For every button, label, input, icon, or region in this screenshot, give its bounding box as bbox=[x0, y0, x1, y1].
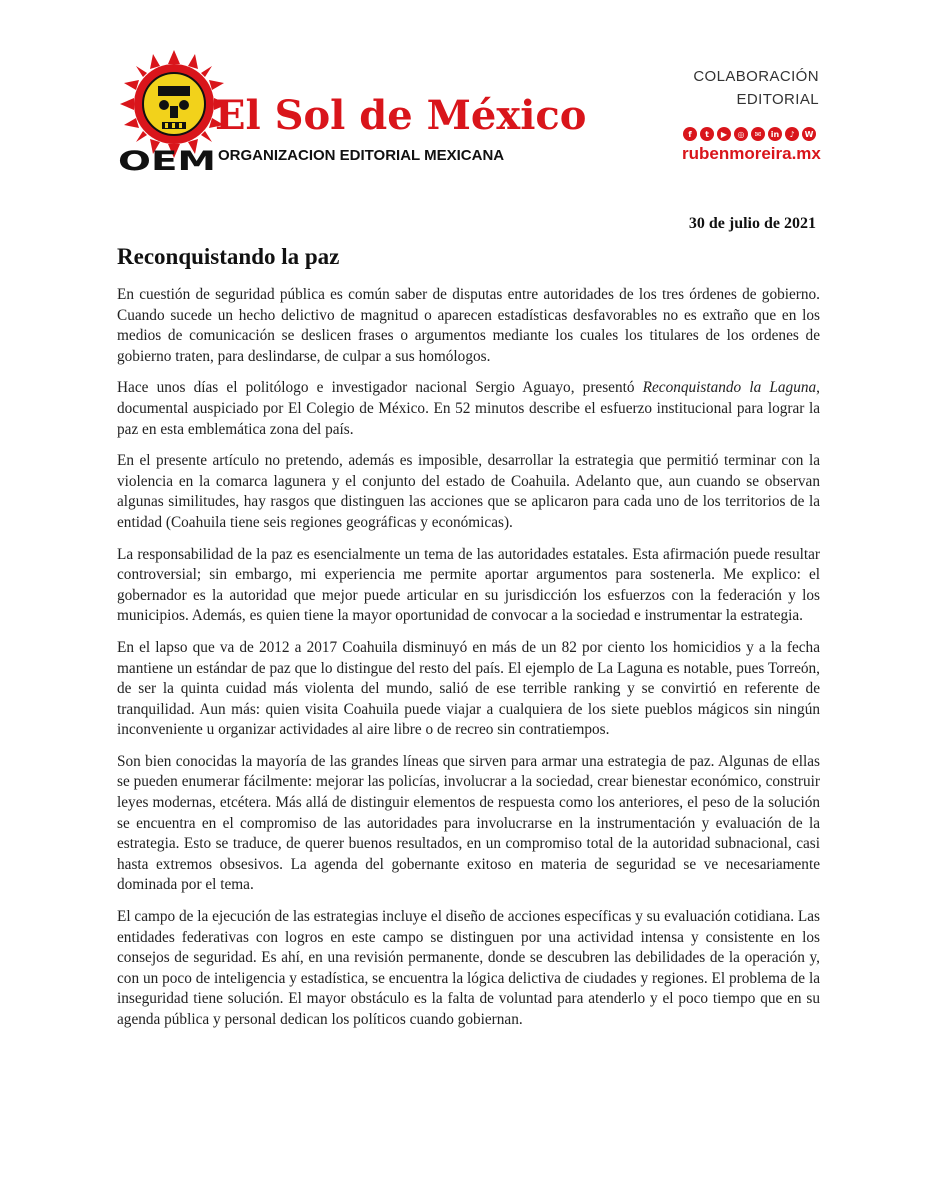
paragraph: En el lapso que va de 2012 a 2017 Coahuila disminuyó en más de un 82 por ciento los homicidios y a la fecha mantiene un estándar de paz que lo distingue del resto del país. El ejemplo de La Laguna es notable, pues Torreón, de ser la quinta cuidad más violenta del mundo, salió de ese terrible ranking y se convirtió en referente de tranquilidad. Aun más: quien visita Coahuila puede viajar a cualquiera de los siete pueblos mágicos sin ningún inconveniente u organizar actividades al aire libre o de recreo sin contratiempos. bbox=[117, 638, 820, 739]
section-label bbox=[693, 65, 819, 111]
paragraph-text: , documental auspiciado por El Colegio de México. En 52 minutos describe el esfuerzo institucional para lograr la paz en esta emblemática zona del país. bbox=[117, 379, 820, 438]
aztec-sun-logo-icon bbox=[120, 50, 228, 158]
website-label: rubenmoreira.mx bbox=[682, 144, 821, 163]
masthead-title: El Sol de México bbox=[215, 92, 587, 139]
paragraph: La responsabilidad de la paz es esencialmente un tema de las autoridades estatales. Esta afirmación puede resultar controversial; sin embargo, mi experiencia me permite aportar argumentos para sostenerla. Me explico: el gobernador es la autoridad que mejor puede articular en su jurisdicción los esfuerzos con la federación y los municipios. Además, es quien tiene la mayor oportunidad de convocar a la sociedad e instrumentar la estrategia. bbox=[117, 545, 820, 625]
paragraph bbox=[117, 378, 820, 440]
section-label-line2: EDITORIAL bbox=[736, 91, 819, 108]
web-icon: W bbox=[802, 127, 816, 141]
paragraph: Son bien conocidas la mayoría de las grandes líneas que sirven para armar una estrategia de paz. Algunas de ellas se pueden enumerar fácilmente: mejorar las policías, involucrar a la sociedad, crear bienestar económico, construir leyes modernas, etcétera. Más allá de distinguir elementos de respuesta como los anteriores, el peso de la solución se encuentra en el compromiso de las autoridades para involucrarse en la instrumentación y evaluación de la estrategia. Esto se traduce, de querer buenos resultados, en un compromiso total de la autoridad subnacional, casi hasta extremos obsesivos. La agenda del gobernante exitoso en materia de seguridad se ve necesariamente dominada por el tema. bbox=[117, 752, 820, 894]
documentary-title: Reconquistando la Laguna bbox=[642, 379, 817, 397]
youtube-icon: ▶ bbox=[717, 127, 731, 141]
article-date: 30 de julio de 2021 bbox=[688, 215, 816, 232]
twitter-icon: t bbox=[700, 127, 714, 141]
paragraph: En cuestión de seguridad pública es común saber de disputas entre autoridades de los tres órdenes de gobierno. Cuando sucede un hecho delictivo de magnitud o aparecen estadísticas desfavorables no es extraño que en los medios de comunicación se deslicen frases o argumentos mediante los cuales los titulares de los ordenes de gobierno traten, para deslindarse, de culpar a sus homólogos. bbox=[117, 286, 820, 365]
document-header bbox=[0, 0, 939, 200]
paragraph: En el presente artículo no pretendo, además es imposible, desarrollar la estrategia que permitió terminar con la violencia en la comarca lagunera y el conjunto del estado de Coahuila. Adelanto que, aun cuando se observan algunas similitudes, hay rasgos que distinguen las acciones que se aplicaron para cada uno de los territorios de la entidad (Coahuila tiene seis regiones geográficas y económicas). bbox=[117, 452, 820, 531]
instagram-icon: ◎ bbox=[734, 127, 748, 141]
section-label-line1: COLABORACIÓN bbox=[693, 68, 819, 85]
linkedin-icon: in bbox=[768, 127, 782, 141]
facebook-icon: f bbox=[683, 127, 697, 141]
email-icon: ✉ bbox=[751, 127, 765, 141]
article-body bbox=[117, 285, 820, 1042]
paragraph-text: Hace unos días el politólogo e investigador nacional Sergio Aguayo, presentó bbox=[117, 379, 643, 397]
paragraph: El campo de la ejecución de las estrategias incluye el diseño de acciones específicas y su evaluación cotidiana. Las entidades federativas con logros en este campo se distinguen por una actividad intensa y consistente en los consejos de seguridad. Es ahí, en una revisión permanente, donde se descubren las debilidades de la operación y, con un poco de inteligencia y estadística, se encuentra la lógica delictiva de ciudades y regiones. El problema de la inseguridad tiene solución. El mayor obstáculo es la falta de voluntad para atenderlo y el poco tiempo que en su agenda pública y personal dedican los políticos cuando gobiernan. bbox=[117, 908, 820, 1028]
svg-text:OEM: OEM bbox=[118, 147, 216, 173]
organization-name: ORGANIZACION EDITORIAL MEXICANA bbox=[218, 147, 505, 164]
social-icons-row bbox=[683, 127, 816, 141]
article-title: Reconquistando la paz bbox=[117, 244, 340, 269]
tiktok-icon: ♪ bbox=[785, 127, 799, 141]
oem-logo-icon bbox=[118, 147, 218, 173]
